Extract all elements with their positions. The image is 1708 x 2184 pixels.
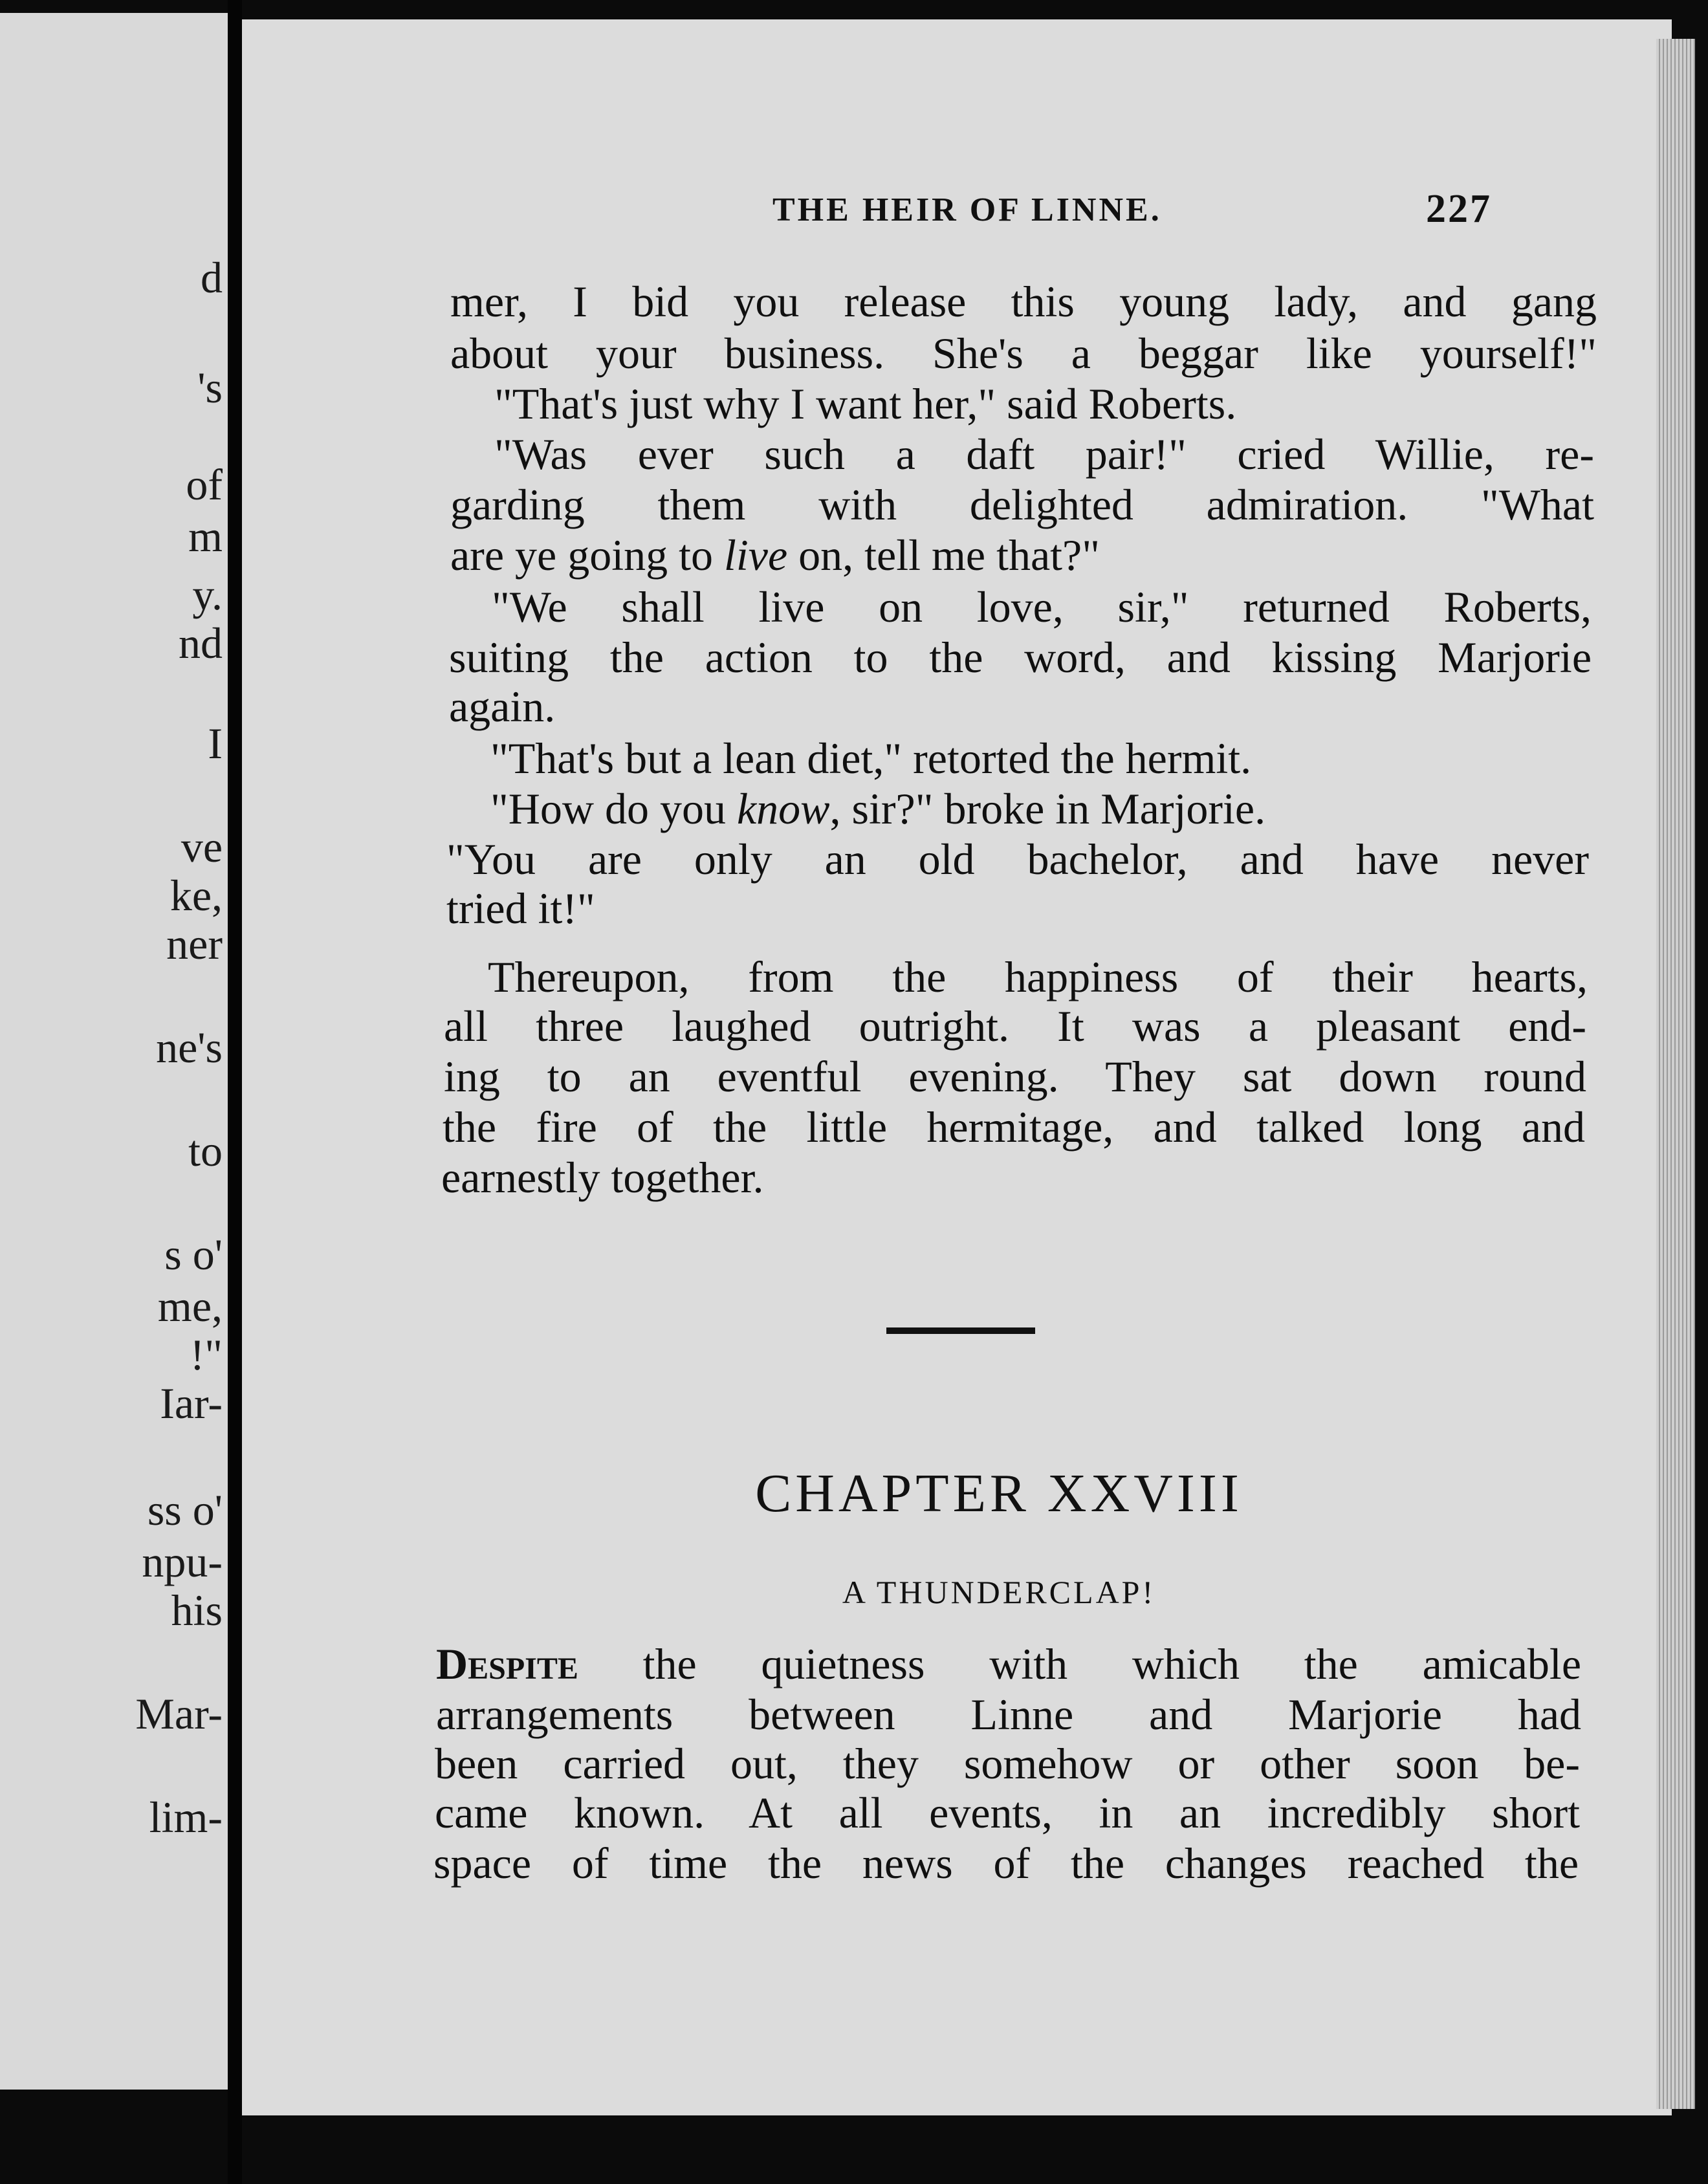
text-line: "That's but a lean diet," retorted the hermit. — [490, 735, 1252, 783]
left-fragment: nd — [179, 618, 223, 668]
left-fragment: ss o' — [147, 1485, 223, 1534]
text-line: Thereupon, from the happiness of their hearts, — [488, 954, 1588, 1001]
text-segment: , sir?" broke in Marjorie. — [829, 785, 1266, 833]
text-segment: are ye going to — [450, 532, 724, 580]
text-line: ing to an eventful evening. They sat down round — [444, 1053, 1586, 1101]
text-line: earnestly together. — [441, 1154, 764, 1202]
text-line: mer, I bid you release this young lady, and gang — [450, 278, 1597, 326]
text-line: arrangements between Linne and Marjorie had — [436, 1691, 1581, 1739]
previous-page-fragment — [0, 13, 228, 2090]
text-segment: on, tell me that?" — [787, 532, 1100, 580]
left-fragment: ke, — [170, 871, 223, 920]
text-line: all three laughed outright. It was a pleasant end- — [444, 1003, 1586, 1051]
text-line — [450, 532, 1592, 582]
left-fragment: !" — [190, 1330, 223, 1379]
italic-word: know — [736, 785, 830, 833]
left-fragment: y. — [192, 570, 223, 619]
text-line: "We shall live on love, sir," returned Roberts, — [492, 584, 1592, 631]
text-segment: "How do you — [490, 785, 737, 833]
chapter-subtitle: A THUNDERCLAP! — [842, 1574, 1156, 1610]
left-fragment: his — [171, 1586, 223, 1635]
left-fragment: ve — [181, 822, 223, 871]
left-fragment: d — [201, 253, 223, 302]
left-fragment: of — [186, 460, 223, 509]
section-rule — [886, 1327, 1035, 1334]
text-line: the fire of the little hermitage, and talked long and — [443, 1104, 1585, 1152]
left-fragment: Iar- — [160, 1379, 223, 1428]
left-fragment: s o' — [164, 1230, 223, 1279]
left-fragment: I — [208, 719, 223, 768]
page-number: 227 — [1426, 187, 1492, 231]
left-fragment: m — [188, 512, 223, 561]
page-edges — [1656, 39, 1695, 2109]
text-line: came known. At all events, in an incredibly short — [435, 1789, 1580, 1837]
text-line: suiting the action to the word, and kissing Marjorie — [449, 634, 1592, 682]
left-fragment: ner — [166, 919, 223, 968]
text-line: "You are only an old bachelor, and have never — [446, 836, 1589, 884]
italic-word: live — [723, 532, 788, 580]
left-fragment: npu- — [142, 1537, 223, 1586]
drop-word: Despite — [436, 1641, 578, 1688]
text-line: been carried out, they somehow or other soon be- — [435, 1740, 1580, 1788]
text-line: space of time the news of the changes reached the — [433, 1840, 1579, 1888]
text-line: garding them with delighted admiration. "What — [450, 481, 1594, 529]
text-line: tried it!" — [446, 885, 595, 933]
text-line: about your business. She's a beggar like yourself!" — [450, 330, 1597, 378]
text-line: again. — [449, 683, 556, 731]
chapter-title: CHAPTER XXVIII — [755, 1463, 1243, 1523]
book-gutter — [228, 0, 242, 2184]
left-fragment: ne's — [156, 1023, 223, 1072]
text-line — [436, 1641, 1581, 1691]
left-fragment: Mar- — [135, 1689, 223, 1738]
page — [242, 19, 1672, 2115]
text-segment: the quietness with which the amicable — [578, 1641, 1581, 1688]
left-fragment: lim- — [149, 1793, 223, 1842]
text-line: "That's just why I want her," said Roberts. — [494, 380, 1237, 428]
running-head: THE HEIR OF LINNE. — [772, 191, 1162, 228]
left-fragment: to — [188, 1126, 223, 1175]
left-fragment: 's — [197, 363, 223, 412]
left-fragment: me, — [157, 1282, 223, 1331]
text-line: "Was ever such a daft pair!" cried Willie, re- — [494, 431, 1594, 479]
text-line — [490, 785, 1590, 836]
